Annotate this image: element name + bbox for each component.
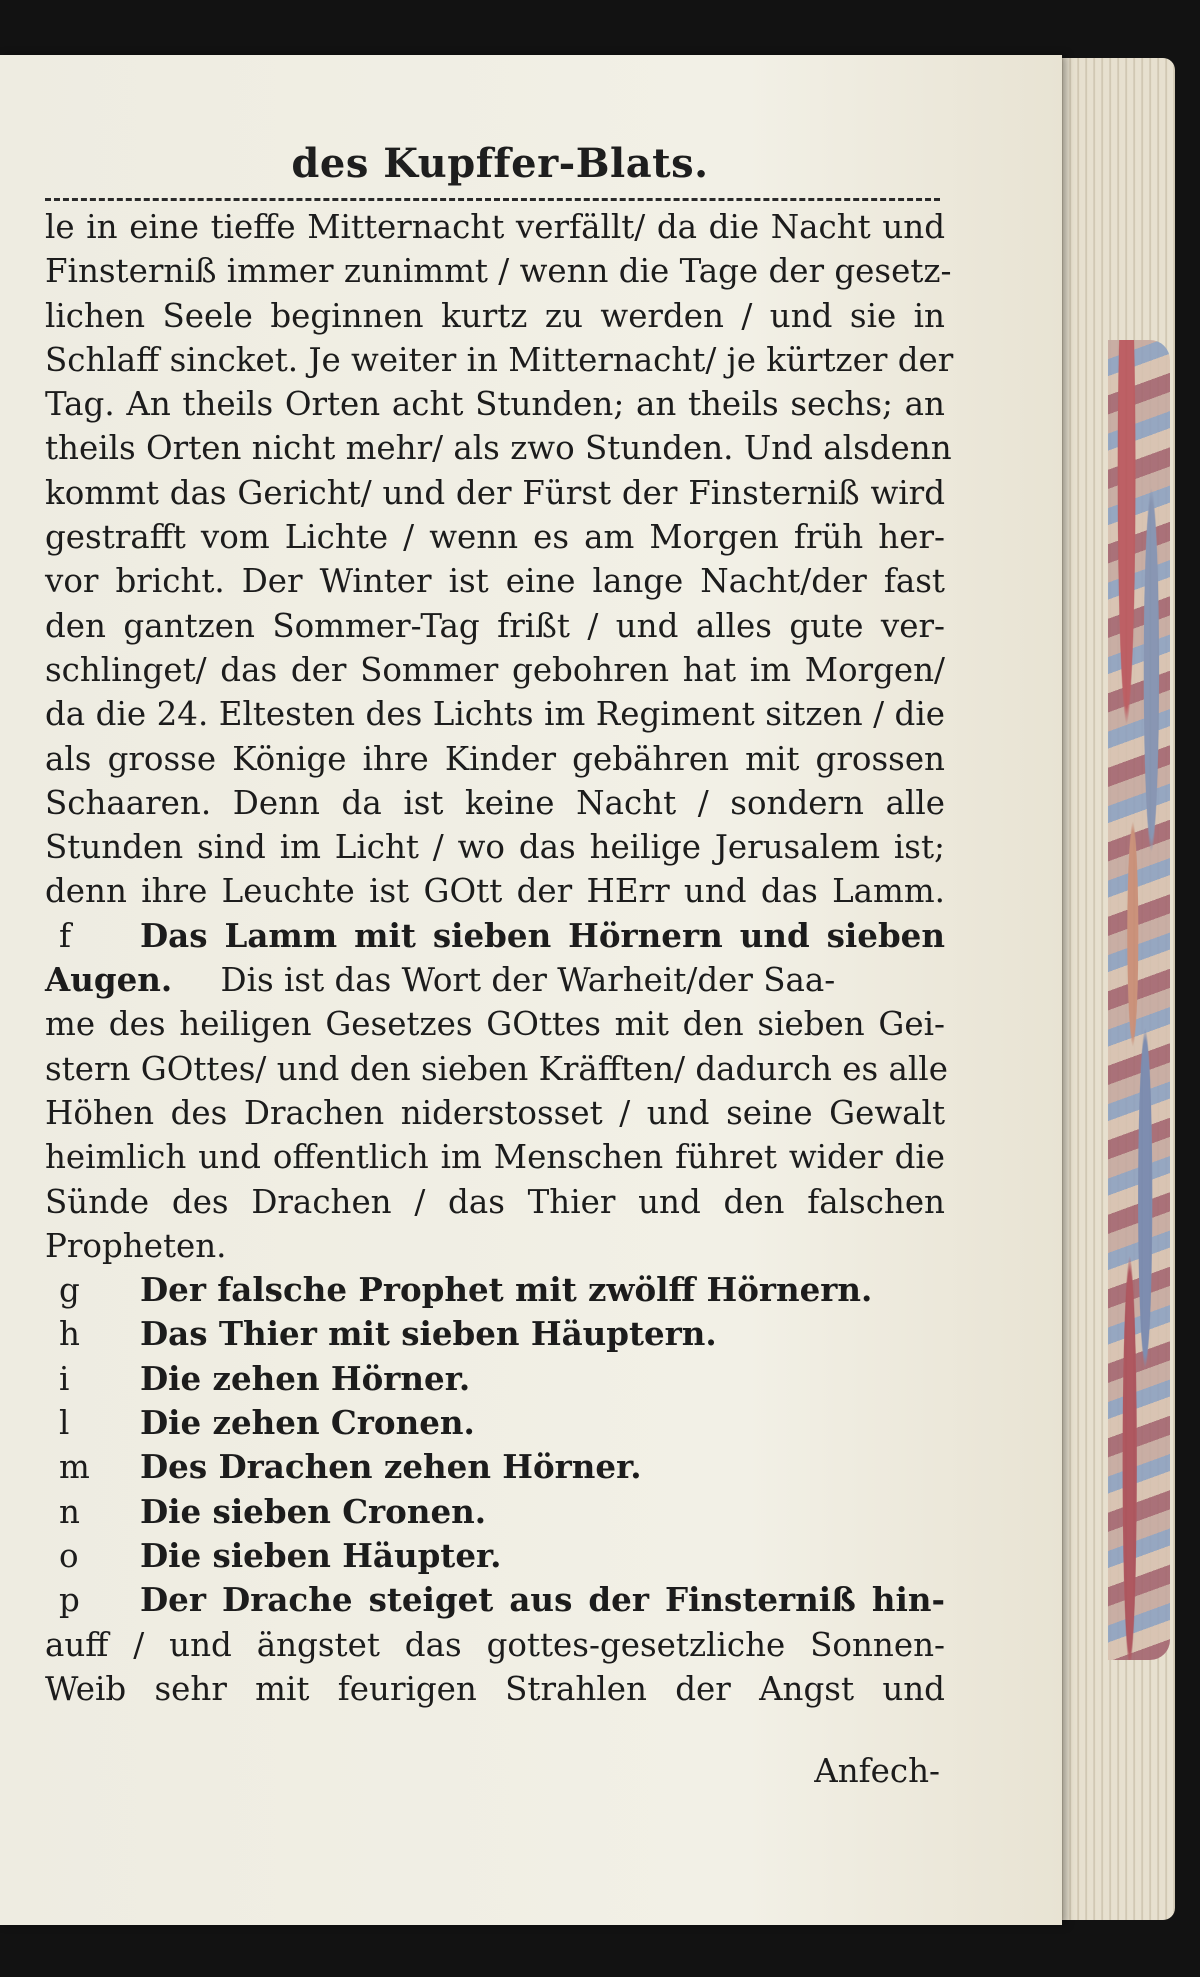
text-line: lichen Seele beginnen kurtz zu werden / und sie in: [45, 296, 945, 335]
entry-g: [45, 1268, 945, 1312]
entry-i: [45, 1357, 945, 1401]
entry-letter: h: [59, 1315, 80, 1354]
catchword: Anfech-: [814, 1752, 940, 1790]
header-rule: [45, 198, 940, 201]
text-line: schlinget/ das der Sommer gebohren hat im Morgen/: [45, 650, 945, 689]
entry-n: [45, 1490, 945, 1534]
text-line: Finsterniß immer zunimmt / wenn die Tage der gesetz-: [45, 252, 952, 291]
entry-title: Der Drache steiget aus der Finsterniß hin-: [140, 1580, 945, 1620]
entry-o: [45, 1534, 945, 1578]
text-line: den gantzen Sommer-Tag frißt / und alles gute ver-: [45, 606, 945, 645]
text-line: theils Orten nicht mehr/ als zwo Stunden. Und alsdenn: [45, 429, 952, 468]
entry-letter: o: [59, 1536, 79, 1575]
entry-title: Die zehen Hörner.: [140, 1358, 471, 1398]
body-text: [45, 205, 954, 1711]
text-line: als grosse Könige ihre Kinder gebähren mit grossen: [45, 739, 945, 778]
text-line: me des heiligen Gesetzes GOttes mit den sieben Gei-: [45, 1005, 945, 1044]
text-line: denn ihre Leuchte ist GOtt der HErr und das Lamm.: [45, 872, 945, 911]
entry-p: [45, 1578, 945, 1622]
entry-m: [45, 1445, 945, 1489]
text-line: gestrafft vom Lichte / wenn es am Morgen früh her-: [45, 518, 945, 557]
entry-letter: i: [59, 1359, 70, 1398]
entry-title: Das Lamm mit sieben Hörnern und sieben: [140, 915, 945, 955]
entry-title: Das Thier mit sieben Häuptern.: [140, 1314, 717, 1354]
text-line: le in eine tieffe Mitternacht verfällt/ da die Nacht und: [45, 208, 945, 246]
entry-letter: l: [59, 1404, 70, 1443]
entry-title-cont: Augen.: [45, 960, 173, 1000]
entry-h: [45, 1312, 945, 1356]
entry-f-continuation: [45, 958, 945, 1002]
text-line: Höhen des Drachen niderstosset / und seine Gewalt: [45, 1093, 945, 1132]
entry-title: Die zehen Cronen.: [140, 1403, 475, 1443]
entry-f: [45, 914, 945, 958]
text-line: Propheten.: [45, 1226, 227, 1265]
text-line: heimlich und offentlich im Menschen führet wider die: [45, 1138, 945, 1177]
entry-title: Des Drachen zehen Hörner.: [140, 1447, 642, 1487]
entry-text: Dis ist das Wort der Warheit/der Saa-: [220, 961, 836, 1000]
text-line: Sünde des Drachen / das Thier und den falschen: [45, 1182, 945, 1221]
text-line: stern GOttes/ und den sieben Kräfften/ dadurch es alle: [45, 1049, 948, 1088]
text-line: Weib sehr mit feurigen Strahlen der Angst und: [45, 1669, 945, 1708]
text-line: kommt das Gericht/ und der Fürst der Finsterniß wird: [45, 473, 945, 512]
entry-title: Der falsche Prophet mit zwölff Hörnern.: [140, 1270, 873, 1310]
text-line: Schlaff sincket. Je weiter in Mitternacht/ je kürtzer der: [45, 340, 954, 379]
entry-letter: p: [59, 1581, 80, 1620]
text-line: da die 24. Eltesten des Lichts im Regiment sitzen / die: [45, 695, 945, 734]
entry-letter: g: [59, 1271, 80, 1310]
entry-letter: f: [59, 916, 72, 955]
text-line: Tag. An theils Orten acht Stunden; an theils sechs; an: [45, 385, 945, 424]
text-line: Schaaren. Denn da ist keine Nacht / sondern alle: [45, 783, 945, 822]
entry-l: [45, 1401, 945, 1445]
entry-title: Die sieben Häupter.: [140, 1535, 502, 1575]
entry-title: Die sieben Cronen.: [140, 1491, 487, 1531]
entry-letter: m: [59, 1448, 90, 1487]
text-line: Stunden sind im Licht / wo das heilige Jerusalem ist;: [45, 828, 945, 867]
marbled-edge: [1108, 340, 1170, 1660]
text-line: vor bricht. Der Winter ist eine lange Nacht/der fast: [45, 562, 945, 601]
entry-letter: n: [59, 1492, 80, 1531]
text-line: auff / und ängstet das gottes-gesetzliche Sonnen-: [45, 1625, 945, 1664]
running-title: des Kupffer-Blats.: [291, 140, 709, 187]
